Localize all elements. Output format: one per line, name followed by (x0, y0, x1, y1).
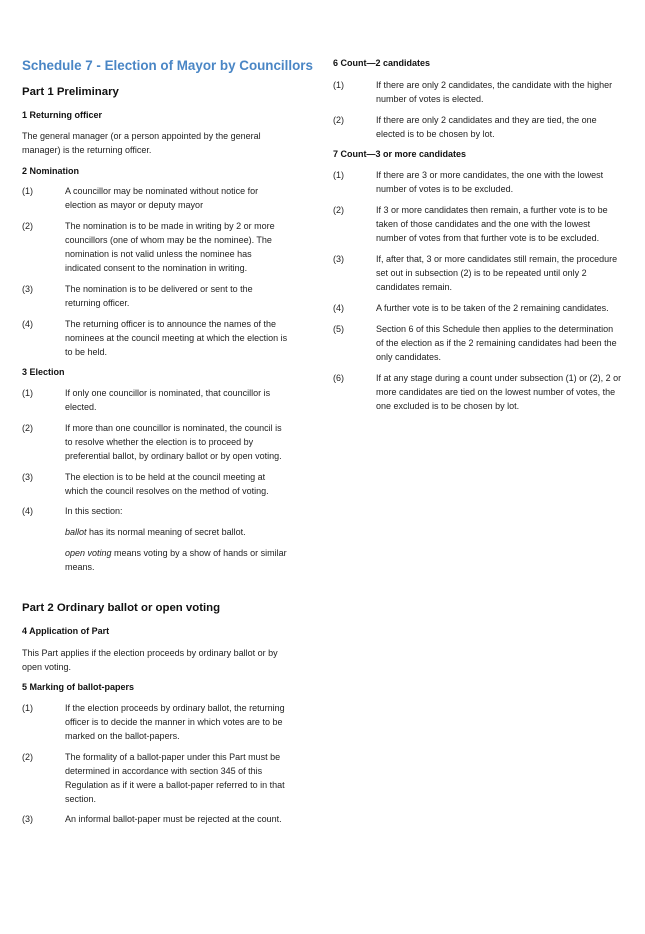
text-line: one excluded is to be chosen by lot. (376, 401, 520, 411)
text-line: If only one councillor is nominated, that councillor is (65, 388, 271, 398)
subsection-text (376, 371, 638, 413)
text-line: This Part applies if the election proceeds by ordinary ballot or by (22, 648, 278, 658)
subsection-text (65, 282, 313, 310)
text-line: An informal ballot-paper must be rejected at the count. (65, 814, 282, 824)
text-line: If, after that, 3 or more candidates still remain, the procedure (376, 254, 618, 264)
section-1-text (22, 129, 317, 157)
text-line: to resolve whether the election is to proceed by (65, 437, 254, 447)
subsection-number: (5) (333, 324, 344, 334)
definition-text: has its normal meaning of secret ballot. (86, 527, 246, 537)
definition-open-voting (65, 546, 315, 574)
section-2-heading: 2 Nomination (22, 166, 80, 176)
text-line: The formality of a ballot-paper under this Part must be (65, 752, 281, 762)
text-line: nomination is not valid unless the nominee has (65, 249, 252, 259)
subsection-text (376, 252, 638, 294)
text-line: more candidates are tied on the lowest number of votes, the (376, 387, 616, 397)
text-line: set out in subsection (2) is to be repeated until only 2 (376, 268, 587, 278)
section-4-text (22, 646, 322, 674)
text-line: If the election proceeds by ordinary ballot, the returning (65, 703, 285, 713)
text-line: number of votes from that further vote is to be excluded. (376, 233, 600, 243)
text-line: officer is to decide the manner in which votes are to be (65, 717, 283, 727)
text-line: election as mayor or deputy mayor (65, 200, 204, 210)
text-line: If more than one councillor is nominated, the council is (65, 423, 282, 433)
subsection-number: (1) (22, 186, 33, 196)
text-line: which the council resolves on the method of voting. (65, 486, 269, 496)
subsection-number: (3) (22, 472, 33, 482)
text-line: If there are only 2 candidates, the candidate with the higher (376, 80, 613, 90)
text-line: of the election as if the 2 remaining candidates had been the (376, 338, 617, 348)
text-line: nominees at the council meeting at which the election is (65, 333, 288, 343)
section-3-heading: 3 Election (22, 367, 65, 377)
subsection-number: (2) (22, 423, 33, 433)
definition-ballot (65, 525, 315, 539)
subsection-text (65, 219, 313, 275)
subsection-text (65, 386, 313, 414)
subsection-number: (1) (22, 703, 33, 713)
text-line: In this section: (65, 506, 123, 516)
subsection-text (376, 203, 638, 245)
text-line: The returning officer is to announce the names of the (65, 319, 276, 329)
text-line: only candidates. (376, 352, 442, 362)
part-1-title: Part 1 Preliminary (22, 86, 119, 98)
subsection-number: (2) (333, 115, 344, 125)
subsection-number: (4) (333, 303, 344, 313)
subsection-text (376, 301, 638, 315)
subsection-text (65, 750, 313, 806)
text-line: open voting. (22, 662, 72, 672)
subsection-number: (4) (22, 506, 33, 516)
text-line: If at any stage during a count under subsection (1) or (2), 2 or (376, 373, 622, 383)
text-line: returning officer. (65, 298, 130, 308)
text-line: number of votes is elected. (376, 94, 484, 104)
subsection-number: (1) (333, 80, 344, 90)
text-line: section. (65, 794, 97, 804)
subsection-number: (1) (22, 388, 33, 398)
text-line: If there are 3 or more candidates, the one with the lowest (376, 170, 604, 180)
text-line: The nomination is to be delivered or sent to the (65, 284, 253, 294)
text-line: If there are only 2 candidates and they are tied, the one (376, 115, 597, 125)
subsection-text (376, 113, 638, 141)
text-line: candidates remain. (376, 282, 453, 292)
text-line: marked on the ballot-papers. (65, 731, 180, 741)
subsection-text (65, 701, 313, 743)
subsection-number: (1) (333, 170, 344, 180)
text-line: taken of those candidates and the one with the lowest (376, 219, 591, 229)
subsection-text (65, 184, 313, 212)
text-line: elected is to be chosen by lot. (376, 129, 495, 139)
text-line: The general manager (or a person appointed by the general (22, 131, 261, 141)
text-line: Regulation as if it were a ballot-paper referred to in that (65, 780, 285, 790)
subsection-text (65, 504, 313, 518)
subsection-number: (2) (22, 752, 33, 762)
subsection-text (65, 317, 313, 359)
subsection-number: (2) (22, 221, 33, 231)
subsection-number: (6) (333, 373, 344, 383)
subsection-number: (4) (22, 319, 33, 329)
subsection-number: (2) (333, 205, 344, 215)
text-line: councillors (one of whom may be the nominee). The (65, 235, 272, 245)
text-line: to be held. (65, 347, 108, 357)
text-line: Section 6 of this Schedule then applies to the determination (376, 324, 614, 334)
text-line: elected. (65, 402, 97, 412)
text-line: preferential ballot, by ordinary ballot or by open voting. (65, 451, 282, 461)
text-line: manager) is the returning officer. (22, 145, 152, 155)
subsection-text (65, 421, 313, 463)
subsection-text (65, 470, 313, 498)
section-7-heading: 7 Count—3 or more candidates (333, 149, 467, 159)
section-6-heading: 6 Count—2 candidates (333, 58, 431, 68)
subsection-number: (3) (22, 814, 33, 824)
section-4-heading: 4 Application of Part (22, 626, 110, 636)
section-1-heading: 1 Returning officer (22, 110, 103, 120)
subsection-number: (3) (333, 254, 344, 264)
text-line: number of votes is to be excluded. (376, 184, 514, 194)
subsection-text (65, 812, 313, 826)
text-line: means. (65, 562, 95, 572)
text-line (65, 546, 315, 560)
text-line: The election is to be held at the council meeting at (65, 472, 266, 482)
definition-text: means voting by a show of hands or similar (111, 548, 287, 558)
text-line: indicated consent to the nomination in writing. (65, 263, 248, 273)
text-line: determined in accordance with section 345 of this (65, 766, 263, 776)
section-5-heading: 5 Marking of ballot-papers (22, 682, 135, 692)
defined-term: open voting (65, 548, 112, 558)
defined-term: ballot (65, 527, 87, 537)
subsection-text (376, 78, 638, 106)
subsection-text (376, 322, 638, 364)
schedule-title: Schedule 7 - Election of Mayor by Councillors (22, 58, 313, 73)
part-2-title: Part 2 Ordinary ballot or open voting (22, 602, 221, 614)
subsection-number: (3) (22, 284, 33, 294)
subsection-text (376, 168, 638, 196)
text-line: A councillor may be nominated without notice for (65, 186, 259, 196)
text-line: The nomination is to be made in writing by 2 or more (65, 221, 275, 231)
text-line: A further vote is to be taken of the 2 remaining candidates. (376, 303, 609, 313)
text-line: If 3 or more candidates then remain, a further vote is to be (376, 205, 608, 215)
